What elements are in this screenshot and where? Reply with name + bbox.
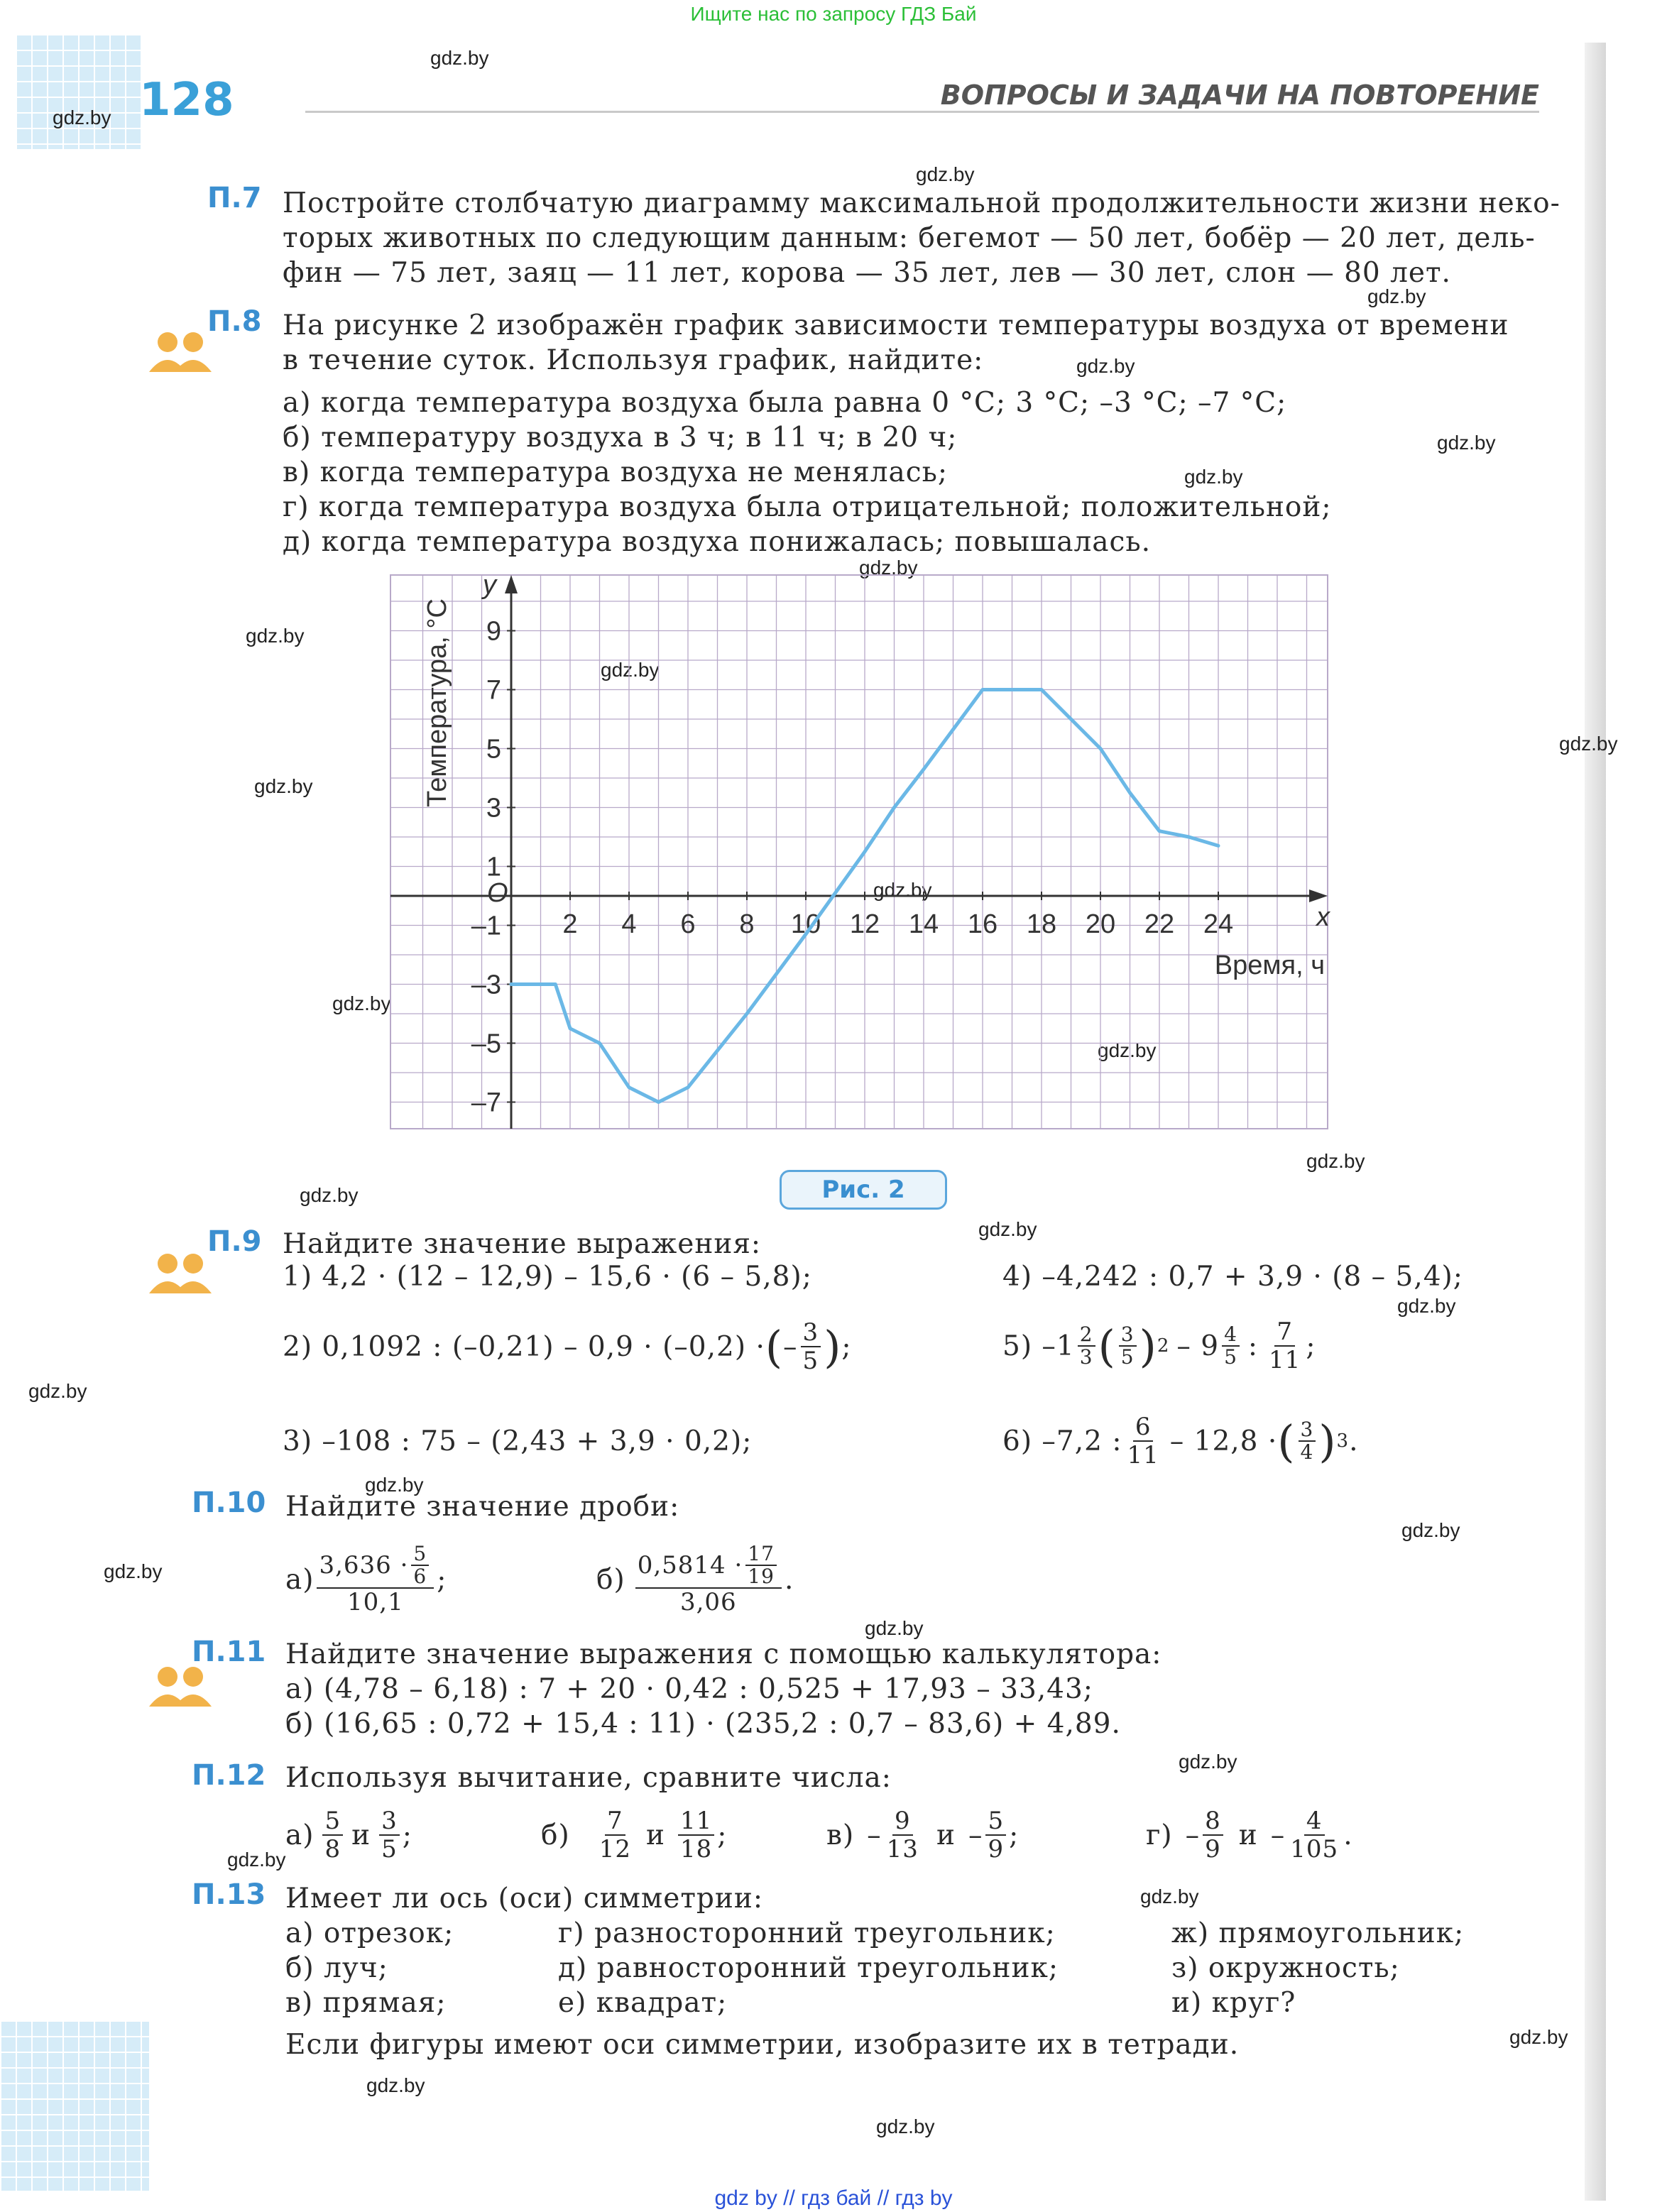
problem-p7-line: торых животных по следующим данным: бегемот — 50 лет, бобёр — 20 лет, дель- — [283, 222, 1536, 254]
x-tick-label: 2 — [562, 909, 578, 939]
symmetry-item: и) круг? — [1171, 1987, 1296, 2019]
x-tick-label: 10 — [790, 909, 821, 939]
problem-number-p12: П.12 — [192, 1759, 266, 1792]
exponent: 3 — [1336, 1430, 1350, 1452]
expr-5-text: 5) –1 — [1002, 1330, 1075, 1362]
compare-item: б) $\frac{7}{12}$ и $\frac{11}{18}$ ; — [541, 1807, 728, 1863]
problem-p8-line: а) когда температура воздуха была равна 0 °С; 3 °С; –3 °С; –7 °С; — [283, 387, 1287, 419]
problem-p9-title: Найдите значение выражения: — [283, 1228, 762, 1260]
compare-item: в) – $\frac{9}{13}$ и – $\frac{5}{9}$ ; — [826, 1807, 1020, 1863]
problem-p11-line: Найдите значение выражения с помощью калькулятора: — [285, 1638, 1162, 1670]
minus: – — [783, 1330, 798, 1363]
x-tick-label: 4 — [621, 909, 637, 939]
problem-number-p8: П.8 — [207, 305, 262, 338]
punct: ; — [437, 1563, 447, 1596]
compare-item: а) $\frac{5}{8}$ и $\frac{3}{5}$ ; — [285, 1807, 412, 1863]
x-tick-label: 16 — [967, 909, 998, 939]
watermark: gdz.by — [28, 1380, 87, 1402]
y-tick-label: –7 — [471, 1088, 501, 1118]
fraction-a — [285, 1533, 447, 1626]
y-axis-title: Температура, °С — [422, 598, 452, 807]
problem-number-p11: П.11 — [192, 1636, 266, 1668]
watermark: gdz.by — [1397, 1295, 1456, 1317]
paren-right: ) — [824, 1320, 842, 1373]
expr-3: 3) –108 : 75 – (2,43 + 3,9 · 0,2); — [283, 1425, 753, 1457]
problem-number-p7: П.7 — [207, 182, 262, 214]
problem-p8-line: в течение суток. Используя график, найдите: — [283, 344, 984, 376]
problem-p12-title: Используя вычитание, сравните числа: — [285, 1762, 892, 1794]
watermark: gdz.by — [865, 1617, 924, 1639]
fraction: $\frac{7}{11}$ — [1269, 1318, 1301, 1374]
fraction: $\frac{6}{11}$ — [1127, 1413, 1159, 1469]
item-label: а) — [285, 1563, 315, 1596]
x-tick-label: 8 — [739, 909, 755, 939]
punct: . — [784, 1563, 794, 1596]
x-tick-label: 6 — [680, 909, 696, 939]
paren-left: ( — [1277, 1415, 1296, 1467]
watermark: gdz.by — [916, 163, 975, 185]
x-tick-label: 24 — [1203, 909, 1234, 939]
paren-right: ) — [1318, 1415, 1337, 1467]
punct: ; — [1306, 1330, 1316, 1362]
y-tick-label: 5 — [486, 734, 501, 765]
y-tick-label: –1 — [471, 911, 501, 941]
watermark: gdz.by — [1140, 1885, 1199, 1907]
grid-border — [390, 575, 1328, 1129]
page-edge — [1585, 43, 1606, 2201]
watermark: gdz.by — [1401, 1519, 1460, 1541]
fraction: $\frac{3}{5}$ — [801, 1319, 821, 1374]
symmetry-item: д) равносторонний треугольник; — [558, 1952, 1059, 1984]
watermark: gdz.by — [1509, 2026, 1568, 2048]
problem-number-p9: П.9 — [207, 1225, 262, 1258]
paren-left: ( — [765, 1320, 784, 1373]
x-axis-letter: x — [1316, 902, 1330, 932]
expr-6 — [1002, 1406, 1358, 1477]
top-banner[interactable]: Ищите нас по запросу ГДЗ Бай — [690, 3, 977, 25]
watermark: gdz.by — [873, 879, 932, 901]
watermark: gdz.by — [366, 2074, 425, 2096]
decor-grid-top — [16, 34, 142, 149]
fraction-b — [596, 1533, 794, 1626]
x-tick-label: 12 — [849, 909, 880, 939]
watermark: gdz.by — [601, 659, 660, 681]
watermark: gdz.by — [227, 1849, 286, 1871]
y-tick-label: 7 — [486, 675, 501, 706]
expr-6-mid: – 12,8 · — [1169, 1425, 1278, 1457]
y-axis-letter: y — [483, 570, 496, 600]
expr-5 — [1002, 1310, 1316, 1381]
mixed-fraction: $\frac{4}{5}$ — [1222, 1324, 1240, 1368]
punct: . — [1349, 1425, 1359, 1457]
mixed-fraction: $\frac{2}{3}$ — [1078, 1324, 1095, 1368]
watermark: gdz.by — [978, 1218, 1037, 1240]
y-tick-label: 3 — [486, 793, 501, 823]
problem-p11-line: а) (4,78 – 6,18) : 7 + 20 · 0,42 : 0,525 + 17,93 – 33,43; — [285, 1673, 1093, 1705]
y-tick-label: 9 — [486, 616, 501, 647]
expr-2 — [283, 1315, 852, 1379]
symmetry-item: з) окружность; — [1171, 1952, 1400, 1984]
decor-grid-bottom — [0, 2020, 149, 2191]
problem-p7-line: Постройте столбчатую диаграмму максимальной продолжительности жизни неко- — [283, 187, 1561, 219]
y-tick-label: –3 — [471, 970, 501, 1000]
watermark: gdz.by — [1559, 733, 1618, 755]
watermark: gdz.by — [1306, 1150, 1365, 1172]
watermark: gdz.by — [430, 47, 489, 69]
pair-work-icon — [146, 1251, 214, 1295]
item-label: б) — [596, 1563, 625, 1596]
expr-4: 4) –4,242 : 0,7 + 3,9 · (8 – 5,4); — [1002, 1261, 1463, 1293]
expr-2-text: 2) 0,1092 : (–0,21) – 0,9 · (–0,2) · — [283, 1330, 765, 1363]
symmetry-item: г) разносторонний треугольник; — [558, 1917, 1056, 1949]
problem-p13-title: Имеет ли ось (оси) симметрии: — [285, 1883, 763, 1915]
compare-item: г) – $\frac{8}{9}$ и – $\frac{4}{105}$ . — [1146, 1807, 1353, 1863]
temperature-chart — [383, 568, 1335, 1136]
problem-p7-line: фин — 75 лет, заяц — 11 лет, корова — 35 лет, лев — 30 лет, слон — 80 лет. — [283, 257, 1451, 289]
watermark: gdz.by — [1076, 355, 1135, 377]
x-tick-label: 14 — [908, 909, 939, 939]
x-axis-arrow — [1309, 889, 1328, 902]
origin-label: O — [487, 878, 508, 908]
x-axis-title: Время, ч — [1214, 951, 1325, 980]
expr-6-text: 6) –7,2 : — [1002, 1425, 1122, 1457]
symmetry-item: ж) прямоугольник; — [1171, 1917, 1465, 1949]
y-axis-arrow — [505, 575, 518, 593]
problem-p13-final: Если фигуры имеют оси симметрии, изобразите их в тетради. — [285, 2029, 1240, 2061]
symmetry-item: б) луч; — [285, 1952, 388, 1984]
problem-number-p10: П.10 — [192, 1486, 266, 1519]
watermark: gdz.by — [859, 557, 918, 579]
watermark: gdz.by — [254, 775, 313, 797]
bottom-banner[interactable]: gdz by // гдз бай // гдз by — [714, 2186, 953, 2210]
watermark: gdz.by — [246, 625, 305, 647]
fraction: $\frac{3}{5}$ — [1119, 1324, 1137, 1368]
problem-p8-line: б) температуру воздуха в 3 ч; в 11 ч; в 20 ч; — [283, 422, 958, 454]
section-title: ВОПРОСЫ И ЗАДАЧИ НА ПОВТОРЕНИЕ — [940, 80, 1539, 111]
fraction: $\frac{3}{4}$ — [1299, 1419, 1316, 1463]
expr-1: 1) 4,2 · (12 – 12,9) – 15,6 · (6 – 5,8); — [283, 1261, 812, 1293]
punct: ; — [841, 1330, 852, 1363]
compound-fraction: 3,636 · $\frac{5}{6}$ 10,1 — [317, 1543, 434, 1616]
exponent: 2 — [1157, 1335, 1170, 1357]
problem-p8-line: На рисунке 2 изображён график зависимости температуры воздуха от времени — [283, 310, 1509, 341]
symmetry-item: в) прямая; — [285, 1987, 447, 2019]
problem-p10-title: Найдите значение дроби: — [285, 1491, 680, 1523]
problem-number-p13: П.13 — [192, 1878, 266, 1911]
y-tick-label: 1 — [486, 852, 501, 882]
watermark: gdz.by — [332, 992, 391, 1014]
x-tick-label: 20 — [1085, 909, 1116, 939]
problem-p8-line: д) когда температура воздуха понижалась; повышалась. — [283, 526, 1152, 558]
watermark: gdz.by — [300, 1184, 359, 1206]
pair-work-icon — [146, 329, 214, 373]
pair-work-icon — [146, 1664, 214, 1708]
watermark: gdz.by — [876, 2115, 935, 2137]
watermark: gdz.by — [365, 1474, 424, 1496]
problem-p8-line: в) когда температура воздуха не менялась; — [283, 456, 948, 488]
problem-p11-line: б) (16,65 : 0,72 + 15,4 : 11) · (235,2 : 0,7 – 83,6) + 4,89. — [285, 1708, 1121, 1740]
figure-caption: Рис. 2 — [780, 1170, 947, 1210]
paren-left: ( — [1098, 1320, 1116, 1372]
symmetry-item: е) квадрат; — [558, 1987, 728, 2019]
watermark: gdz.by — [104, 1560, 163, 1582]
x-tick-label: 18 — [1026, 909, 1057, 939]
watermark: gdz.by — [1437, 432, 1496, 454]
compound-fraction: 0,5814 · $\frac{17}{19}$ 3,06 — [635, 1543, 782, 1616]
page-number: 128 — [139, 74, 234, 126]
colon: : — [1247, 1330, 1259, 1362]
watermark: gdz.by — [1179, 1751, 1237, 1773]
watermark: gdz.by — [1098, 1039, 1157, 1061]
paren-right: ) — [1139, 1320, 1157, 1372]
expr-5-mid: – 9 — [1176, 1330, 1220, 1362]
problem-p8-line: г) когда температура воздуха была отрицательной; положительной; — [283, 491, 1332, 523]
watermark: gdz.by — [53, 106, 111, 128]
header-rule — [305, 111, 1539, 113]
watermark: gdz.by — [1367, 285, 1426, 307]
watermark: gdz.by — [1184, 466, 1243, 488]
x-tick-label: 22 — [1144, 909, 1175, 939]
y-tick-label: –5 — [471, 1029, 501, 1059]
symmetry-item: а) отрезок; — [285, 1917, 454, 1949]
